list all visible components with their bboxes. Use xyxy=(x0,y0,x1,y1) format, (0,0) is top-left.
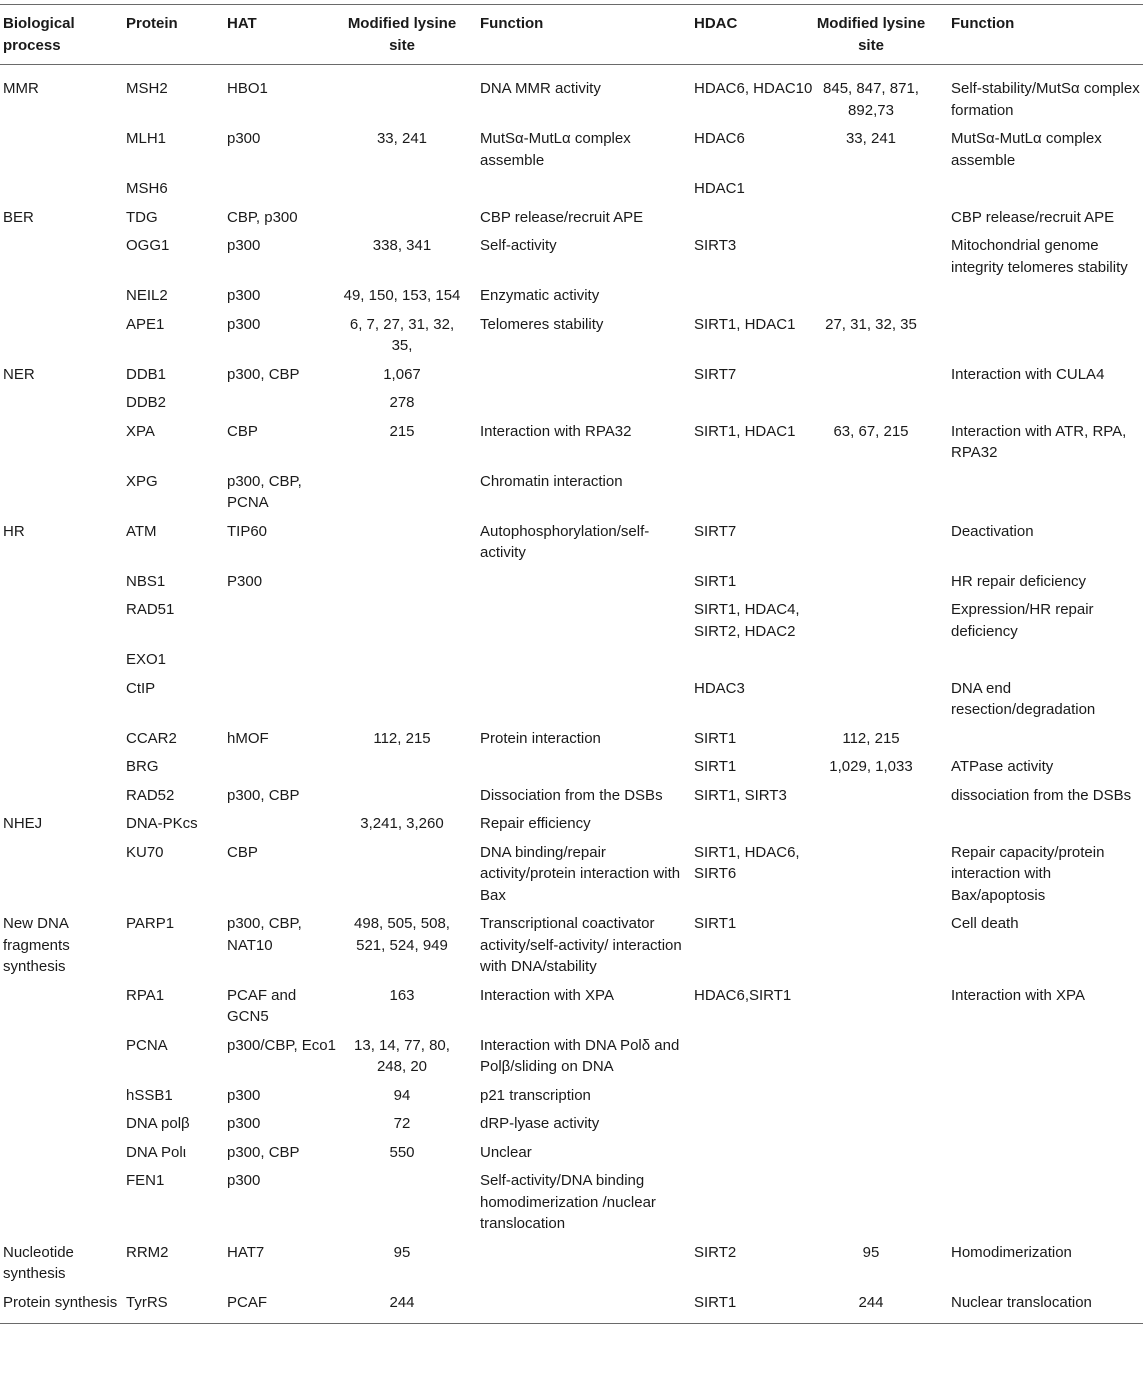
table-row xyxy=(0,1110,1143,1139)
cell-hat: p300, CBP, PCNA xyxy=(227,472,302,511)
cell-hat: p300, CBP, NAT10 xyxy=(227,915,302,954)
cell-hdac-lysine-site xyxy=(815,389,927,418)
table-row xyxy=(0,724,1143,753)
cell-hdac-function xyxy=(927,175,1143,204)
cell-biological-process: BER xyxy=(3,208,34,226)
cell-hdac-lysine-site: 27, 31, 32, 35 xyxy=(825,315,917,333)
cell-hat xyxy=(227,674,338,724)
cell-hat-function: Protein interaction xyxy=(480,729,601,747)
cell-hdac-function xyxy=(927,389,1143,418)
cell-hat-function: Self-activity xyxy=(480,237,557,254)
header-hat: HAT xyxy=(227,5,338,65)
cell-biological-process: MMR xyxy=(3,80,39,97)
cell-hat-lysine-site xyxy=(338,517,466,567)
cell-hdac xyxy=(694,1138,815,1167)
cell-hdac-function: Repair capacity/protein interaction with Bax/apoptosis xyxy=(951,843,1105,904)
cell-hdac: HDAC6 xyxy=(694,130,745,147)
cell-hdac xyxy=(694,389,815,418)
cell-hat-function: Telomeres stability xyxy=(480,315,604,333)
cell-hdac-function xyxy=(927,310,1143,360)
cell-hat-function: Enzymatic activity xyxy=(480,287,600,304)
cell-hat-function: CBP release/recruit APE xyxy=(480,208,644,226)
cell-hdac-function: Nuclear translocation xyxy=(927,1288,1143,1324)
cell-hdac-lysine-site xyxy=(815,596,927,646)
cell-hat-function: DNA binding/repair activity/protein interaction with Bax xyxy=(480,843,681,904)
cell-protein: MLH1 xyxy=(126,130,167,147)
cell-hat xyxy=(227,810,338,839)
cell-hdac xyxy=(694,1167,815,1239)
cell-hdac-function xyxy=(927,282,1143,311)
cell-hdac-lysine-site xyxy=(815,981,927,1031)
cell-protein: DNA polβ xyxy=(126,1115,190,1132)
cell-hdac-lysine-site: 1,029, 1,033 xyxy=(829,758,913,775)
table-row xyxy=(0,65,1143,125)
cell-hat: p300, CBP xyxy=(227,365,300,383)
cell-hat-lysine-site xyxy=(338,838,466,910)
cell-hat-lysine-site: 13, 14, 77, 80, 248, 20 xyxy=(354,1036,450,1075)
cell-protein: APE1 xyxy=(126,315,165,333)
cell-hdac-function: Cell death xyxy=(951,915,1019,932)
cell-hdac-function: Mitochondrial genome integrity telomeres stability xyxy=(951,237,1128,276)
cell-hdac-function: Interaction with XPA xyxy=(951,986,1085,1004)
cell-hat: hMOF xyxy=(227,729,269,747)
cell-hdac xyxy=(694,646,815,675)
cell-hat-lysine-site xyxy=(338,781,466,810)
cell-biological-process xyxy=(0,753,126,782)
cell-hat-lysine-site xyxy=(338,646,466,675)
cell-hdac-function: dissociation from the DSBs xyxy=(951,786,1132,804)
cell-protein: XPG xyxy=(126,472,158,490)
cell-hdac xyxy=(694,810,815,839)
cell-hat-function: DNA MMR activity xyxy=(480,80,601,97)
table-row xyxy=(0,125,1143,175)
cell-hdac-function xyxy=(927,1167,1143,1239)
cell-biological-process xyxy=(0,232,126,282)
cell-hdac: HDAC6,SIRT1 xyxy=(694,986,792,1004)
cell-biological-process xyxy=(0,282,126,311)
cell-hdac xyxy=(694,203,815,232)
table-row xyxy=(0,517,1143,567)
cell-hdac-function xyxy=(927,646,1143,675)
table-row xyxy=(0,310,1143,360)
cell-hdac-lysine-site: 244 xyxy=(815,1288,927,1324)
cell-hat-lysine-site xyxy=(338,467,466,517)
cell-hat: p300, CBP xyxy=(227,786,300,804)
cell-biological-process xyxy=(0,389,126,418)
cell-biological-process xyxy=(0,1031,126,1081)
cell-hdac-lysine-site xyxy=(815,360,927,389)
cell-biological-process: HR xyxy=(3,522,25,540)
cell-hat-function xyxy=(466,596,694,646)
cell-protein: PCNA xyxy=(126,1036,168,1054)
cell-protein: hSSB1 xyxy=(126,1086,173,1104)
cell-hdac-function: Interaction with ATR, RPA, RPA32 xyxy=(951,422,1127,461)
cell-hdac-function: CBP release/recruit APE xyxy=(951,208,1115,226)
cell-hat-function: p21 transcription xyxy=(480,1086,591,1104)
cell-hdac-lysine-site xyxy=(815,232,927,282)
cell-hat-function xyxy=(466,567,694,596)
cell-biological-process xyxy=(0,981,126,1031)
cell-hdac-lysine-site xyxy=(815,517,927,567)
cell-hat-lysine-site: 33, 241 xyxy=(376,130,428,147)
cell-hat-lysine-site: 278 xyxy=(389,394,415,411)
cell-hat-lysine-site: 94 xyxy=(393,1086,411,1104)
cell-hat-function: Interaction with RPA32 xyxy=(480,422,632,440)
cell-hat xyxy=(227,753,338,782)
cell-hat-function: Interaction with XPA xyxy=(480,986,614,1004)
cell-protein: TyrRS xyxy=(126,1288,227,1324)
table-row xyxy=(0,838,1143,910)
cell-hat-function xyxy=(466,1238,694,1288)
cell-hat-lysine-site: 95 xyxy=(393,1243,411,1261)
cell-hat: p300 xyxy=(227,315,261,333)
header-hat-lysine-site: Modified lysine site xyxy=(338,5,466,65)
cell-hat: p300 xyxy=(227,130,261,147)
cell-hdac-lysine-site xyxy=(815,282,927,311)
cell-hdac-function: DNA end resection/degradation xyxy=(951,679,1096,718)
cell-protein: RAD51 xyxy=(126,601,175,618)
cell-hat: PCAF and GCN5 xyxy=(227,986,297,1025)
cell-hat-function xyxy=(466,646,694,675)
cell-hat-lysine-site: 244 xyxy=(338,1288,466,1324)
cell-hdac-function: Homodimerization xyxy=(951,1243,1072,1261)
table-row xyxy=(0,1238,1143,1288)
cell-hdac-lysine-site: 63, 67, 215 xyxy=(833,422,909,440)
cell-hdac-lysine-site xyxy=(815,175,927,204)
cell-hdac: SIRT1 xyxy=(694,729,737,747)
cell-biological-process xyxy=(0,467,126,517)
table-row xyxy=(0,981,1143,1031)
cell-biological-process xyxy=(0,310,126,360)
table-row xyxy=(0,467,1143,517)
cell-biological-process xyxy=(0,1138,126,1167)
cell-protein: NEIL2 xyxy=(126,287,168,304)
cell-hdac-lysine-site xyxy=(815,1031,927,1081)
cell-hat-lysine-site: 498, 505, 508, 521, 524, 949 xyxy=(354,915,450,954)
cell-hdac xyxy=(694,1081,815,1110)
cell-hat: p300 xyxy=(227,1172,261,1189)
header-hdac: HDAC xyxy=(694,5,815,65)
cell-biological-process xyxy=(0,596,126,646)
cell-biological-process: Protein synthesis xyxy=(0,1288,126,1324)
table-row xyxy=(0,1138,1143,1167)
cell-hdac-function xyxy=(927,1081,1143,1110)
cell-hat-function: Transcriptional coactivator activity/self-activity/ interaction with DNA/stability xyxy=(480,915,682,975)
cell-hat-function: Repair efficiency xyxy=(480,815,591,832)
cell-hat: CBP, p300 xyxy=(227,208,298,226)
header-biological-process: Biological process xyxy=(0,5,126,65)
cell-hdac-function: Self-stability/MutSα complex formation xyxy=(951,80,1140,119)
cell-hat-function xyxy=(466,389,694,418)
table-row xyxy=(0,753,1143,782)
cell-biological-process: Nucleotide synthesis xyxy=(3,1243,74,1282)
cell-hdac-lysine-site xyxy=(815,781,927,810)
cell-protein: RAD52 xyxy=(126,786,175,804)
cell-hat-function: MutSα-MutLα complex assemble xyxy=(480,130,631,169)
cell-hdac xyxy=(694,467,815,517)
cell-hat-lysine-site xyxy=(338,175,466,204)
acetylation-table xyxy=(0,4,1143,1324)
cell-biological-process xyxy=(0,1110,126,1139)
cell-hdac-lysine-site: 33, 241 xyxy=(845,130,897,147)
table-row xyxy=(0,910,1143,982)
table-row xyxy=(0,1288,1143,1324)
header-hdac-function: Function xyxy=(927,5,1143,65)
cell-hdac-function xyxy=(927,1110,1143,1139)
cell-hdac-function xyxy=(927,810,1143,839)
cell-hat: p300 xyxy=(227,237,261,254)
cell-hat-lysine-site: 3,241, 3,260 xyxy=(360,815,444,832)
cell-protein: FEN1 xyxy=(126,1172,165,1189)
cell-hdac: SIRT1, SIRT3 xyxy=(694,786,787,804)
cell-hat xyxy=(227,175,338,204)
table-row xyxy=(0,282,1143,311)
cell-hdac xyxy=(694,282,815,311)
cell-hdac-function xyxy=(927,724,1143,753)
cell-protein: OGG1 xyxy=(126,237,170,254)
cell-hat-function: Dissociation from the DSBs xyxy=(480,786,663,804)
cell-protein: DNA-PKcs xyxy=(126,815,198,832)
cell-hdac: SIRT1, HDAC6, SIRT6 xyxy=(694,843,800,882)
cell-hat xyxy=(227,646,338,675)
cell-hat-function: dRP-lyase activity xyxy=(480,1115,600,1132)
cell-hat: p300 xyxy=(227,1115,261,1132)
cell-hat-lysine-site xyxy=(338,65,466,125)
cell-hat-lysine-site xyxy=(338,753,466,782)
cell-hdac-function xyxy=(927,1138,1143,1167)
cell-hat-lysine-site: 6, 7, 27, 31, 32, 35, xyxy=(349,315,455,354)
cell-hdac: SIRT1, HDAC4, SIRT2, HDAC2 xyxy=(694,601,800,640)
cell-protein: CCAR2 xyxy=(126,729,177,747)
cell-biological-process xyxy=(0,125,126,175)
header-hat-function: Function xyxy=(466,5,694,65)
cell-protein: XPA xyxy=(126,422,155,440)
cell-hat-function: Interaction with DNA Polδ and Polβ/sliding on DNA xyxy=(480,1036,680,1075)
cell-hdac: HDAC1 xyxy=(694,180,745,197)
cell-hdac-function xyxy=(927,467,1143,517)
cell-hat-function: Self-activity/DNA binding homodimerization /nuclear translocation xyxy=(480,1172,656,1232)
cell-hdac: SIRT3 xyxy=(694,237,737,254)
table-row xyxy=(0,1081,1143,1110)
cell-hdac-function: Expression/HR repair deficiency xyxy=(951,601,1094,640)
cell-hat-lysine-site xyxy=(338,674,466,724)
cell-hat-lysine-site: 49, 150, 153, 154 xyxy=(343,287,461,304)
cell-protein: DDB2 xyxy=(126,394,167,411)
cell-protein: PARP1 xyxy=(126,915,175,932)
cell-hdac-lysine-site xyxy=(815,1081,927,1110)
cell-hat xyxy=(227,596,338,646)
cell-hdac: SIRT1 xyxy=(694,915,737,932)
cell-hat: TIP60 xyxy=(227,522,268,540)
cell-hdac: SIRT1 xyxy=(694,572,737,590)
cell-biological-process: NER xyxy=(3,365,35,383)
cell-hat-function: Chromatin interaction xyxy=(480,472,623,490)
cell-hat-function xyxy=(466,175,694,204)
cell-hat-function xyxy=(466,674,694,724)
cell-protein: DNA Polι xyxy=(126,1143,187,1161)
cell-protein: DDB1 xyxy=(126,365,167,383)
cell-biological-process xyxy=(0,1167,126,1239)
cell-biological-process: NHEJ xyxy=(3,815,43,832)
cell-biological-process xyxy=(0,417,126,467)
cell-hat: HAT7 xyxy=(227,1243,265,1261)
cell-hat-lysine-site: 338, 341 xyxy=(372,237,432,254)
cell-hdac-lysine-site: 112, 215 xyxy=(842,729,900,747)
cell-biological-process xyxy=(0,781,126,810)
cell-hat: P300 xyxy=(227,572,263,590)
cell-biological-process xyxy=(0,567,126,596)
cell-hdac: SIRT1, HDAC1 xyxy=(694,422,796,440)
cell-biological-process: New DNA fragments synthesis xyxy=(3,915,70,975)
cell-hdac-lysine-site xyxy=(815,1167,927,1239)
cell-protein: ATM xyxy=(126,522,157,540)
table-row xyxy=(0,1031,1143,1081)
cell-hdac xyxy=(694,1110,815,1139)
table-row xyxy=(0,781,1143,810)
cell-protein: RPA1 xyxy=(126,986,165,1004)
cell-hat-lysine-site: 215 xyxy=(389,422,415,440)
header-protein: Protein xyxy=(126,5,227,65)
table-row xyxy=(0,360,1143,389)
cell-biological-process xyxy=(0,674,126,724)
cell-protein: EXO1 xyxy=(126,651,167,668)
cell-hat xyxy=(227,389,338,418)
cell-hat: p300/CBP, Eco1 xyxy=(227,1036,336,1054)
cell-hdac-function: Deactivation xyxy=(951,522,1034,540)
table-row xyxy=(0,232,1143,282)
cell-protein: CtIP xyxy=(126,679,156,697)
table-row xyxy=(0,389,1143,418)
cell-hdac: SIRT7 xyxy=(694,522,737,540)
cell-protein: MSH2 xyxy=(126,80,168,97)
cell-hat-lysine-site: 112, 215 xyxy=(373,729,431,747)
table-row xyxy=(0,417,1143,467)
table-row xyxy=(0,674,1143,724)
cell-hdac-lysine-site: 95 xyxy=(862,1243,880,1261)
cell-hdac: SIRT1 xyxy=(694,758,737,775)
table-row xyxy=(0,567,1143,596)
cell-hdac-lysine-site xyxy=(815,838,927,910)
cell-hdac-function: MutSα-MutLα complex assemble xyxy=(951,130,1102,169)
table-row xyxy=(0,596,1143,646)
cell-hdac: SIRT1 xyxy=(694,1288,815,1324)
cell-protein: MSH6 xyxy=(126,180,168,197)
cell-hat: p300, CBP xyxy=(227,1143,300,1161)
cell-hat: HBO1 xyxy=(227,80,268,97)
cell-hdac-lysine-site xyxy=(815,910,927,982)
cell-hat-function xyxy=(466,360,694,389)
cell-protein: TDG xyxy=(126,208,158,226)
cell-hdac xyxy=(694,1031,815,1081)
cell-hat: CBP xyxy=(227,843,258,861)
cell-hdac: SIRT2 xyxy=(694,1243,737,1261)
cell-hdac-lysine-site: 845, 847, 871, 892,73 xyxy=(823,80,919,119)
cell-hat-lysine-site: 72 xyxy=(393,1115,411,1132)
cell-hat-function: Unclear xyxy=(480,1143,532,1161)
cell-hat-function xyxy=(466,1288,694,1324)
cell-hdac-lysine-site xyxy=(815,674,927,724)
cell-hat-lysine-site xyxy=(338,203,466,232)
header-row xyxy=(0,5,1143,65)
cell-protein: KU70 xyxy=(126,843,164,861)
table-body xyxy=(0,65,1143,1324)
cell-hdac-function: ATPase activity xyxy=(951,758,1054,775)
cell-hdac: SIRT7 xyxy=(694,365,737,383)
cell-hat-lysine-site xyxy=(338,1167,466,1239)
table-row xyxy=(0,203,1143,232)
table-row xyxy=(0,1167,1143,1239)
cell-hdac-lysine-site xyxy=(815,1138,927,1167)
cell-protein: BRG xyxy=(126,758,159,775)
cell-biological-process xyxy=(0,646,126,675)
cell-hat-lysine-site xyxy=(338,567,466,596)
cell-hat-function xyxy=(466,753,694,782)
table-row xyxy=(0,810,1143,839)
cell-hdac-function xyxy=(927,1031,1143,1081)
header-hdac-lysine-site: Modified lysine site xyxy=(815,5,927,65)
cell-hdac-lysine-site xyxy=(815,203,927,232)
cell-hat: p300 xyxy=(227,287,261,304)
cell-hat-lysine-site xyxy=(338,596,466,646)
cell-hat: CBP xyxy=(227,422,258,440)
cell-hat-lysine-site: 550 xyxy=(389,1143,415,1161)
cell-hat-function: Autophosphorylation/self-activity xyxy=(480,522,650,561)
cell-hat: p300 xyxy=(227,1086,261,1104)
cell-hat-lysine-site: 1,067 xyxy=(383,365,421,383)
table-row xyxy=(0,646,1143,675)
cell-hdac-function: Interaction with CULA4 xyxy=(951,365,1105,383)
cell-biological-process xyxy=(0,838,126,910)
cell-biological-process xyxy=(0,1081,126,1110)
cell-protein: RRM2 xyxy=(126,1243,169,1261)
cell-biological-process xyxy=(0,175,126,204)
cell-hdac-lysine-site xyxy=(815,467,927,517)
cell-hdac: HDAC6, HDAC10 xyxy=(694,80,813,97)
cell-hat-lysine-site: 163 xyxy=(389,986,415,1004)
table-header xyxy=(0,5,1143,65)
cell-hdac-lysine-site xyxy=(815,646,927,675)
cell-hat: PCAF xyxy=(227,1288,338,1324)
cell-hdac: SIRT1, HDAC1 xyxy=(694,315,796,333)
cell-protein: NBS1 xyxy=(126,572,166,590)
table-row xyxy=(0,175,1143,204)
cell-hdac: HDAC3 xyxy=(694,679,745,697)
cell-biological-process xyxy=(0,724,126,753)
cell-hdac-lysine-site xyxy=(815,1110,927,1139)
cell-hdac-lysine-site xyxy=(815,810,927,839)
cell-hdac-function: HR repair deficiency xyxy=(951,572,1087,590)
cell-hdac-lysine-site xyxy=(815,567,927,596)
